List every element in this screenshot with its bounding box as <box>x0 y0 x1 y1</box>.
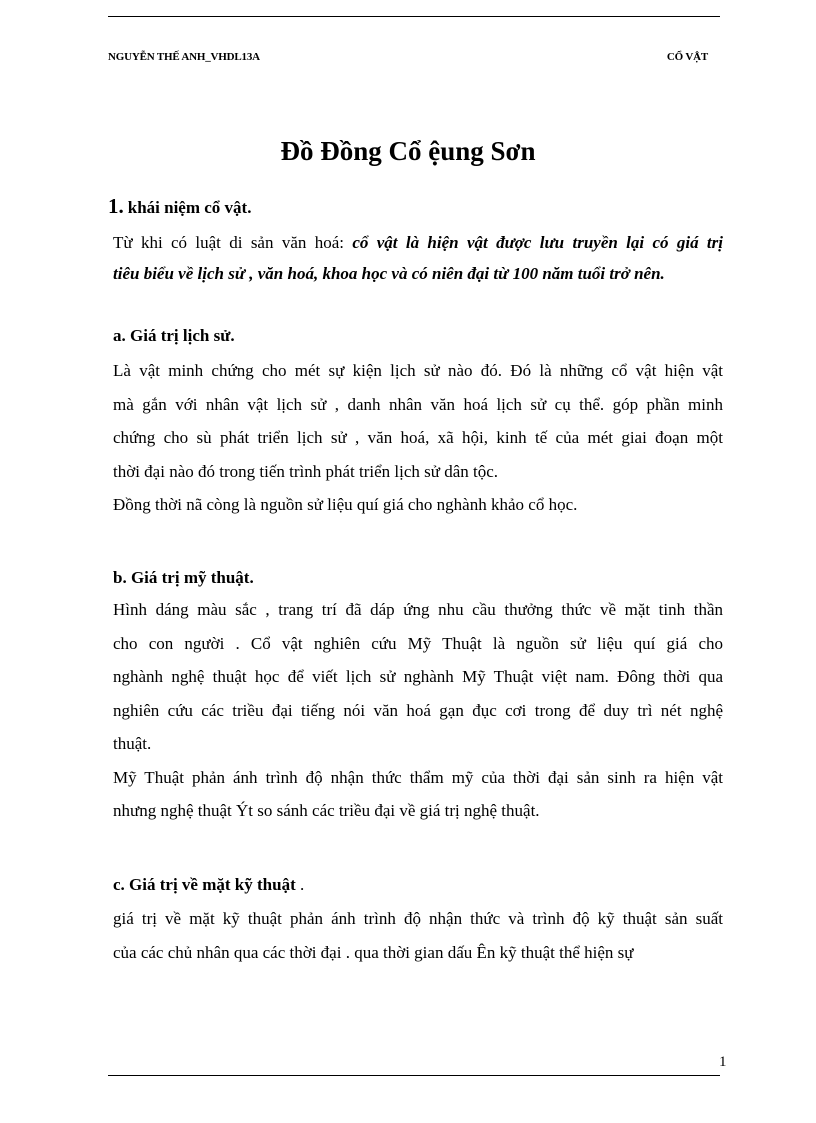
paragraph-line: nghành nghệ thuật học để viết lịch sử nghành Mỹ Thuật việt nam. Đông thời qua <box>113 667 723 686</box>
paragraph-line: thời đại nào đó trong tiến trình phát triển lịch sử dân tộc. <box>113 461 499 481</box>
paragraph-line: nhưng nghệ thuật Ýt so sánh các triều đại về giá trị nghệ thuật. <box>113 801 540 820</box>
definition-text-1: cổ vật là hiện vật được lưu truyền lại có giá trị <box>352 233 723 252</box>
header-rule <box>108 16 720 17</box>
technique-heading-tail: . <box>295 875 305 894</box>
paragraph-line: nghiên cứu các triều đại tiếng nói văn hoá gạn đục cơi trong để duy trì nét nghệ <box>113 700 723 720</box>
history-paragraph <box>113 354 723 522</box>
paragraph-line: Là vật minh chứng cho mét sự kiện lịch sử nào đó. Đó là những cổ vật hiện vật <box>113 361 723 380</box>
footer-rule <box>108 1075 720 1076</box>
technique-paragraph <box>113 902 723 969</box>
paragraph-line: chứng cho sù phát triển lịch sử , văn hoá, xã hội, kinh tế của mét giai đoạn một <box>113 428 723 447</box>
paragraph-line: Hình dáng màu sắc , trang trí đã dáp ứng nhu cầu thưởng thức về mặt tinh thần <box>113 600 723 619</box>
page-number: 1 <box>719 1054 727 1070</box>
paragraph-line: cho con người . Cổ vật nghiên cứu Mỹ Thuật là nguồn sử liệu quí giá cho <box>113 633 723 653</box>
paragraph-line: giá trị về mặt kỹ thuật phản ánh trình độ nhận thức và trình độ kỹ thuật sản suất <box>113 909 723 928</box>
fine-arts-paragraph <box>113 593 723 828</box>
section-1-number: 1. <box>108 194 124 218</box>
paragraph-line: Đồng thời nã còng là nguồn sử liệu quí giá cho nghành khảo cổ học. <box>113 495 578 514</box>
definition-text-2: tiêu biểu về lịch sử , văn hoá, khoa học và có niên đại từ 100 năm tuổi trở nên. <box>113 264 665 283</box>
header-topic: CỔ VẬT <box>666 51 708 63</box>
definition-paragraph <box>113 227 723 289</box>
paragraph-line: thuật. <box>113 734 152 753</box>
subheading-technique <box>113 875 304 895</box>
subheading-fine-arts: b. Giá trị mỹ thuật. <box>113 568 254 587</box>
definition-line <box>113 227 723 258</box>
header-author: NGUYỄN THẾ ANH_VHDL13A <box>108 51 260 63</box>
technique-heading-text: c. Giá trị về mặt kỹ thuật <box>113 875 296 894</box>
definition-lead: Từ khi có luật di sản văn hoá: <box>113 233 353 252</box>
page-title: Đồ Đồng Cổ ệung Sơn <box>280 136 536 166</box>
paragraph-line: mà gắn với nhân vật lịch sử , danh nhân văn hoá lịch sử cụ thể. góp phần minh <box>113 394 723 414</box>
paragraph-line: Mỹ Thuật phản ánh trình độ nhận thức thẩm mỹ của thời đại sản sinh ra hiện vật <box>113 767 723 787</box>
subheading-history: a. Giá trị lịch sử. <box>113 326 235 345</box>
section-1-heading <box>108 194 251 219</box>
paragraph-line: của các chủ nhân qua các thời đại . qua thời gian dấu Ên kỹ thuật thể hiện sự <box>113 942 634 962</box>
section-1-title: khái niệm cổ vật. <box>127 198 252 217</box>
